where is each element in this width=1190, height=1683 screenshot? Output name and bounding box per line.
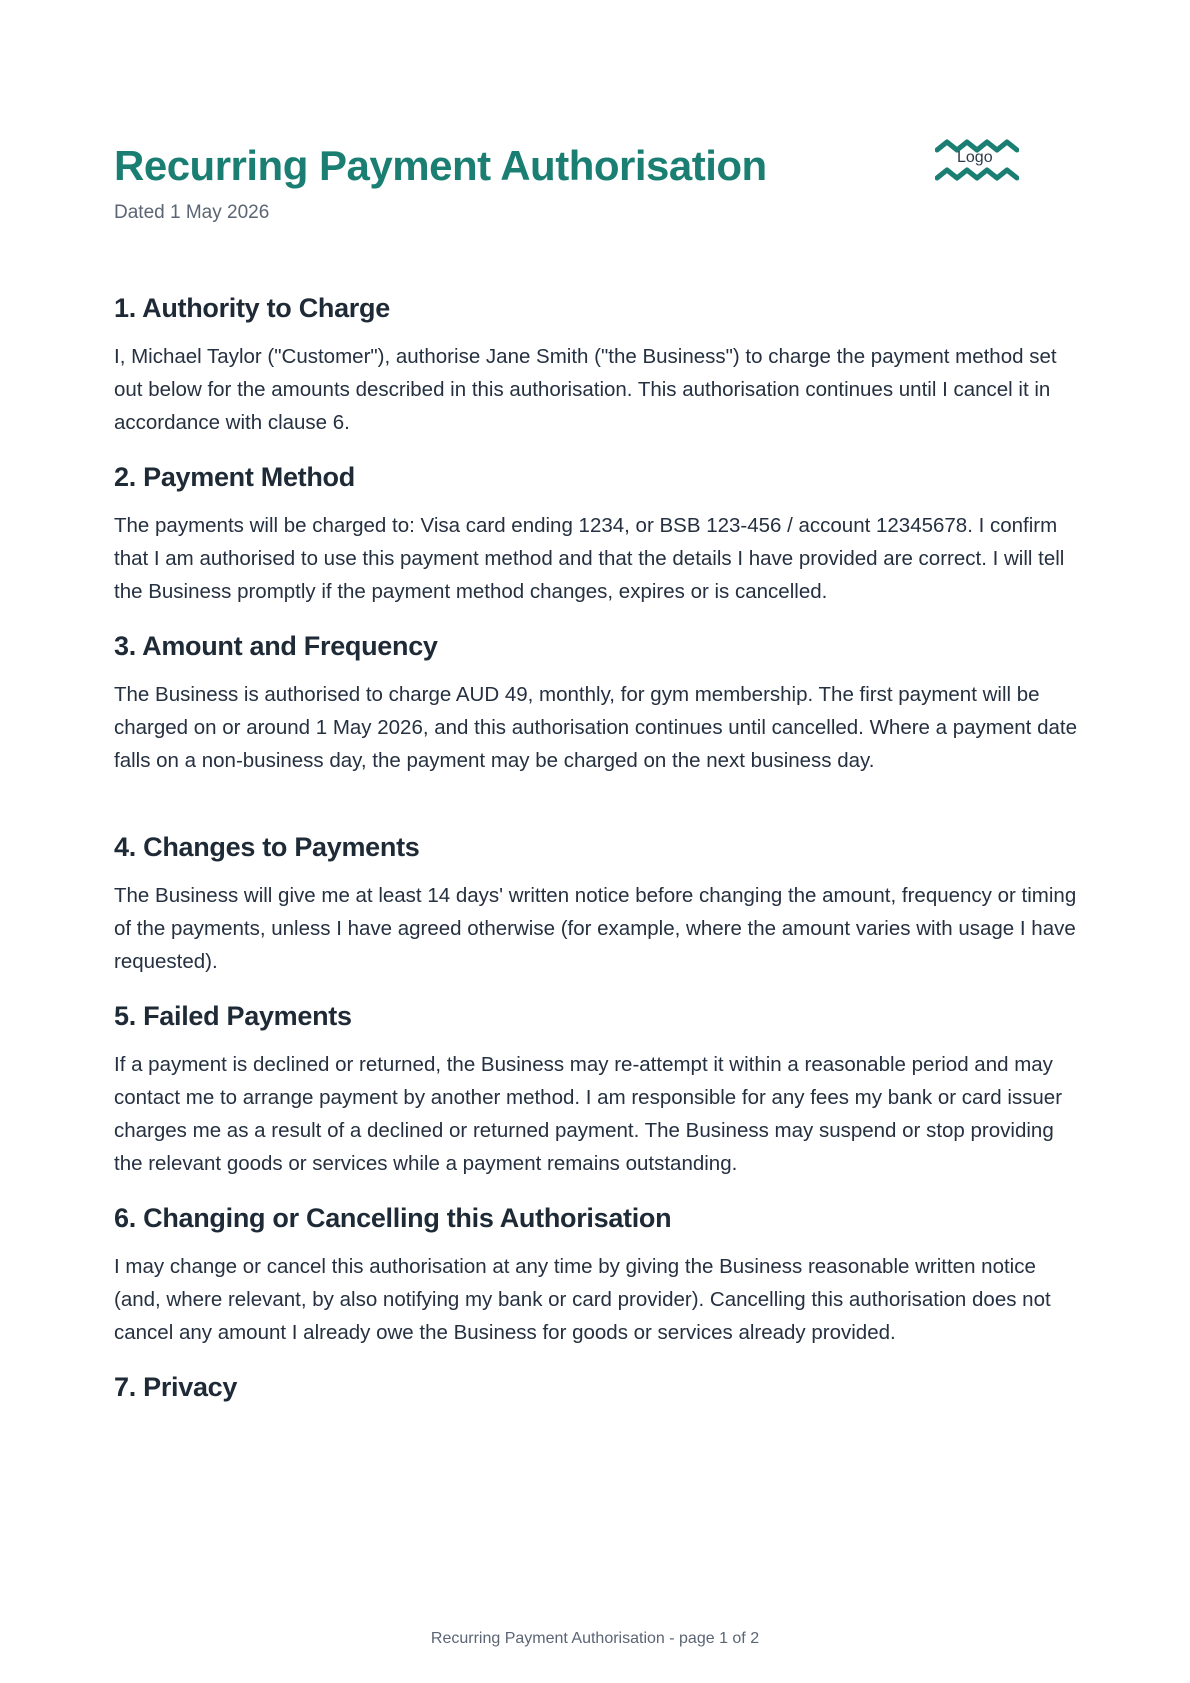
section-body: The Business is authorised to charge AUD 49, monthly, for gym membership. The first payment will be charged on or around 1 May 2026, and this authorisation continues until cancelled. Where a payment date falls on a non-business day, the payment may be charged on the next business day. [114,683,1077,772]
section-authority-to-charge [114,290,1084,439]
section-heading: 3. Amount and Frequency [114,631,438,661]
document-body [114,290,1084,1405]
section-changing-or-cancelling [114,1200,1084,1349]
section-privacy [114,1369,1084,1405]
section-heading: 1. Authority to Charge [114,293,390,323]
logo-text: Logo [957,149,993,166]
document-header [114,140,1014,260]
section-payment-method [114,459,1084,608]
section-body: The Business will give me at least 14 days' written notice before changing the amount, frequency or timing of the payments, unless I have agreed otherwise (for example, where the amount varies with usage I have requested). [114,884,1077,973]
section-heading: 5. Failed Payments [114,1001,352,1031]
section-changes-to-payments [114,829,1084,978]
section-heading: 4. Changes to Payments [114,832,420,862]
section-amount-and-frequency [114,628,1084,777]
page-footer: Recurring Payment Authorisation - page 1 of 2 [430,1630,760,1647]
section-heading: 6. Changing or Cancelling this Authorisation [114,1203,672,1233]
section-body: I may change or cancel this authorisation at any time by giving the Business reasonable written notice (and, where relevant, by also notifying my bank or card provider). Cancelling this authorisation does not cancel any amount I already owe the Business for goods or services already provided. [114,1255,1051,1344]
document-date: Dated 1 May 2026 [114,202,270,223]
section-failed-payments [114,998,1084,1180]
section-body: If a payment is declined or returned, the Business may re-attempt it within a reasonable period and may contact me to arrange payment by another method. I am responsible for any fees my bank or card issuer charges me as a result of a declined or returned payment. The Business may suspend or stop providing the relevant goods or services while a payment remains outstanding. [114,1053,1063,1175]
section-body: The payments will be charged to: Visa card ending 1234, or BSB 123-456 / account 12345678. I confirm that I am authorised to use this payment method and that the details I have provided are correct. I will tell the Business promptly if the payment method changes, expires or is cancelled. [114,514,1065,603]
section-body: I, Michael Taylor ("Customer"), authorise Jane Smith ("the Business") to charge the payment method set out below for the amounts described in this authorisation. This authorisation continues until I cancel it in accordance with clause 6. [114,345,1057,434]
logo [935,138,1019,186]
section-heading: 7. Privacy [114,1372,238,1402]
section-heading: 2. Payment Method [114,462,355,492]
document-title: Recurring Payment Authorisation [114,142,767,189]
